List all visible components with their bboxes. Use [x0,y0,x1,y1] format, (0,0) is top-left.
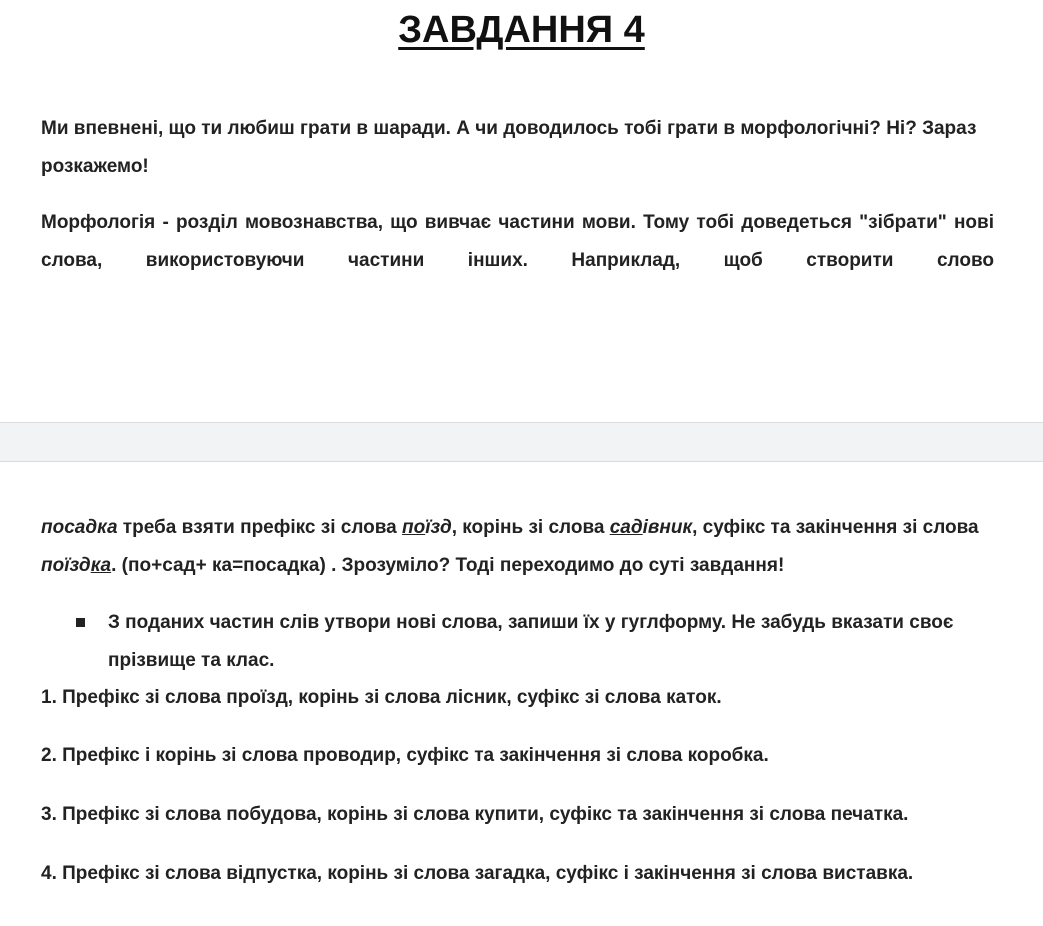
document-page-1 [0,0,1043,422]
example-word-poizdka: поїздка [41,555,112,576]
instruction-text: З поданих частин слів утвори нові слова, запиши їх у гуглформу. Не забудь вказати своє прізвище та клас. [108,612,954,671]
intro-paragraph-1: Ми впевнені, що ти любиш грати в шаради. А чи доводилось тобі грати в морфологічні? Ні? Зараз розкажемо! [41,118,977,177]
intro-paragraph-2: Морфологія - розділ мовознавства, що вивчає частини мови. Тому тобі доведеться "зібрати" нові слова, використовуючи частини інших. Наприклад, щоб створити слово [41,212,994,271]
list-item: 1. Префікс зі слова проїзд, корінь зі слова лісник, суфікс зі слова каток. [41,687,722,708]
example-word-poizd: поїзд [402,517,452,538]
square-bullet-icon [76,618,85,627]
example-suffix-ka: ка [90,555,112,576]
list-item: 3. Префікс зі слова побудова, корінь зі слова купити, суфікс та закінчення зі слова печатка. [41,804,909,825]
example-root-sad: сад [609,517,643,538]
example-text-1: треба взяти префікс зі слова [117,517,403,538]
example-word-posadka: посадка [41,517,118,538]
example-text-4: . (по+сад+ ка=посадка) . Зрозуміло? Тоді переходимо до суті завдання! [111,555,785,576]
example-paragraph [41,509,994,585]
example-word-sadivnyk: садівник [609,517,693,538]
list-item: 2. Префікс і корінь зі слова проводир, суфікс та закінчення зі слова коробка. [41,745,769,766]
list-item: 4. Префікс зі слова відпустка, корінь зі слова загадка, суфікс і закінчення зі слова виставка. [41,863,914,884]
example-text-2: , корінь зі слова [451,517,610,538]
example-prefix-po: по [402,517,426,538]
example-text-3: , суфікс та закінчення зі слова [692,517,979,538]
page-break [0,422,1043,462]
task-title: ЗАВДАННЯ 4 [398,9,645,51]
